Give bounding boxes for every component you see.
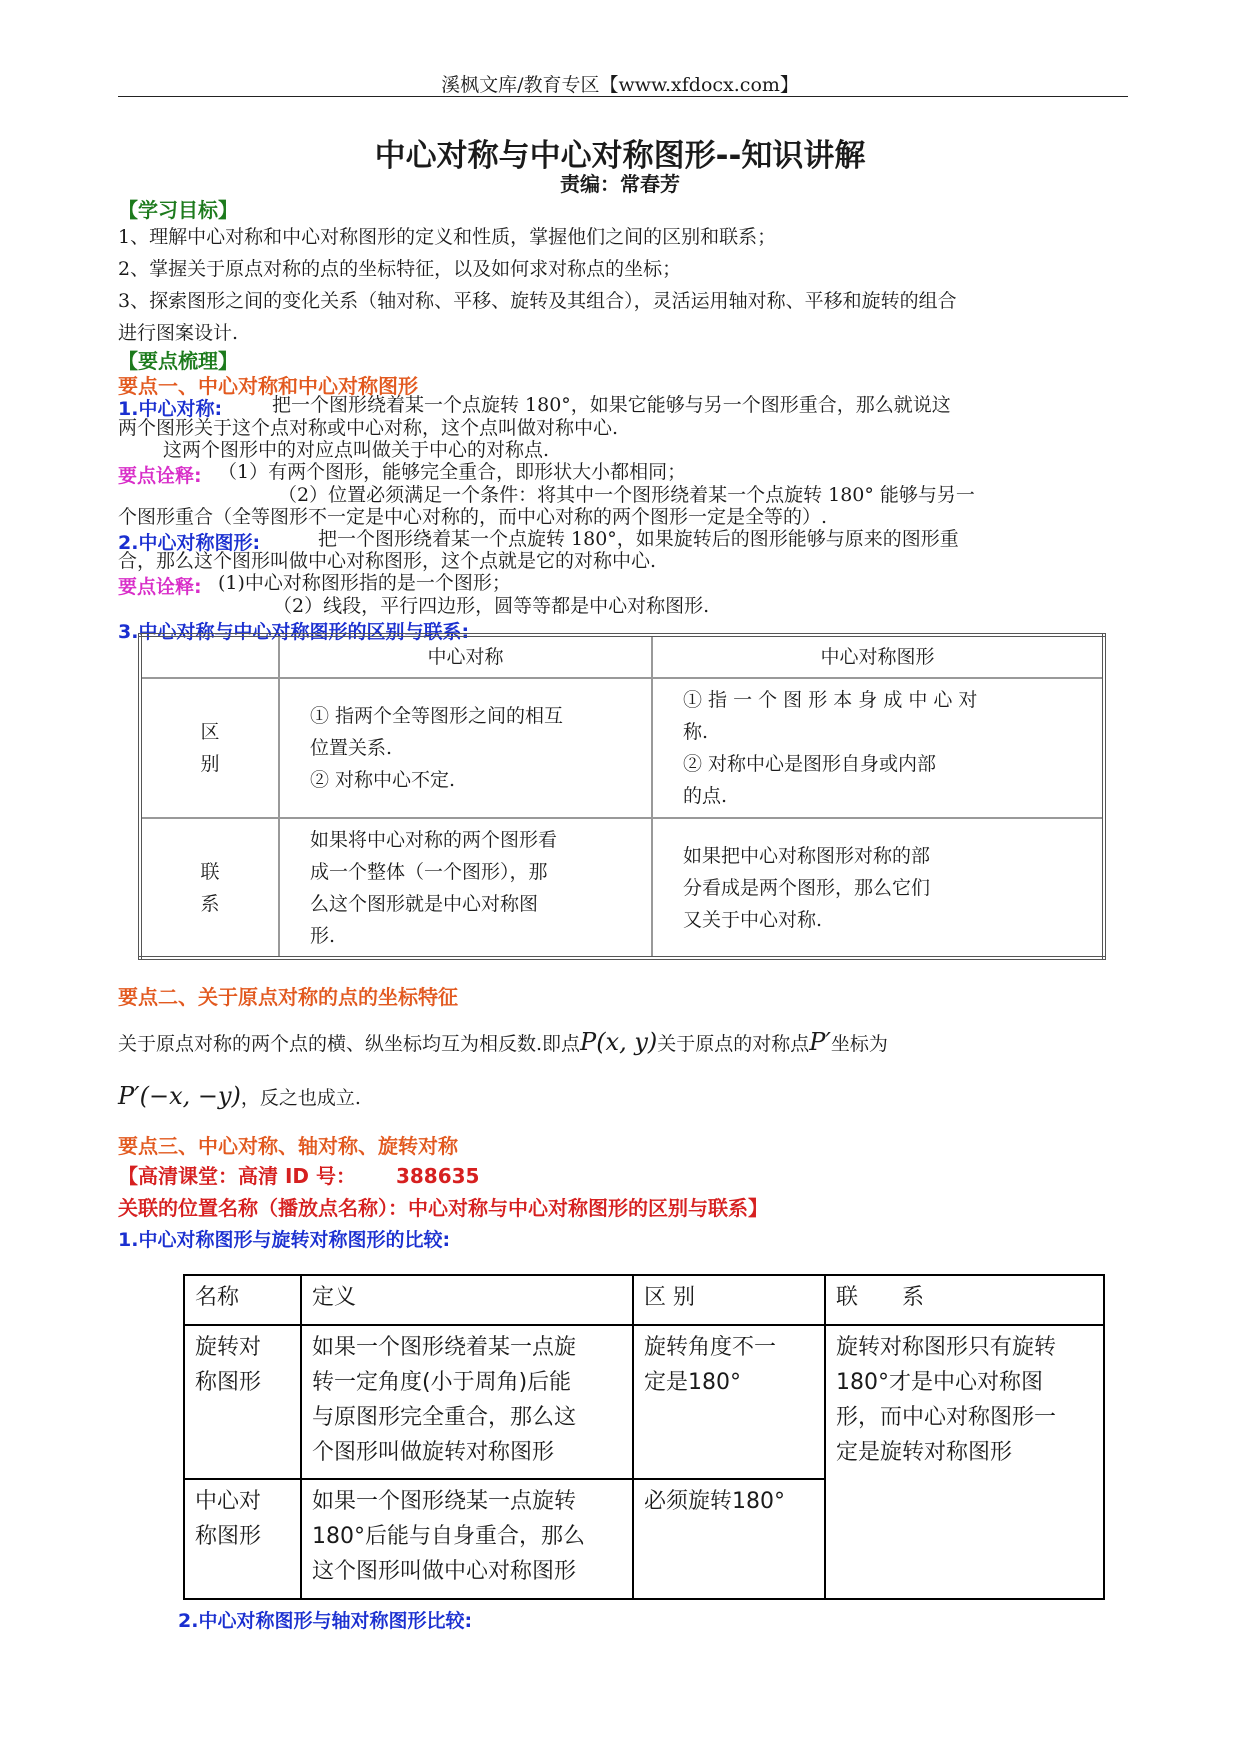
objective-item: 3、探索图形之间的变化关系（轴对称、平移、旋转及其组合），灵活运用轴对称、平移和旋转的组合: [118, 290, 957, 312]
row-label: [140, 678, 279, 818]
table-row: [140, 678, 1104, 818]
cell-line: 与原图形完全重合，那么这: [312, 1405, 577, 1430]
table-cell: [652, 818, 1104, 958]
cell-line: 如果将中心对称的两个图形看: [310, 828, 558, 851]
comparison1-label: 1.中心对称图形与旋转对称图形的比较:: [118, 1229, 451, 1251]
note-line: （2）线段，平行四边形，圆等等都是中心对称图形.: [273, 595, 710, 617]
cell-line: 形，而中心对称图形一: [836, 1405, 1057, 1430]
row-label-char: 区: [200, 721, 220, 743]
cell-line: 的点.: [683, 785, 728, 807]
editor-line: 责编：常春芳: [560, 172, 680, 196]
cell-line: 180°后能与自身重合，那么: [312, 1524, 585, 1549]
cell-line: 旋转对: [195, 1335, 262, 1360]
cell-line: 如果一个图形绕某一点旋转: [312, 1489, 577, 1514]
cell-line: 旋转角度不一: [644, 1335, 777, 1360]
point2-text: [118, 1028, 888, 1057]
hd-class-label: 【高清课堂：高清 ID 号：: [118, 1164, 356, 1188]
row-label-char: 别: [200, 753, 220, 775]
cell-line: 个图形叫做旋转对称图形: [312, 1440, 555, 1465]
cell-line: 分看成是两个图形，那么它们: [683, 876, 931, 899]
cell-line: 必须旋转180°: [644, 1489, 785, 1514]
note-line: 个图形重合（全等图形不一定是中心对称的，而中心对称的两个图形一定是全等的）.: [118, 506, 828, 528]
center-symmetry-def: 两个图形关于这个点对称或中心对称，这个点叫做对称中心.: [118, 417, 619, 439]
cell-line: ② 对称中心不定.: [310, 769, 456, 791]
point2-text-part: 关于原点对称的两个点的横、纵坐标均互为相反数.即点: [118, 1033, 581, 1055]
table-header-cell: 中心对称图形: [652, 635, 1104, 678]
key-points-heading: 【要点梳理】: [118, 349, 238, 373]
table-header-cell: 联 系: [825, 1275, 1104, 1325]
table-cell: [279, 818, 652, 958]
row-label: [140, 818, 279, 958]
point2-heading: 要点二、关于原点对称的点的坐标特征: [118, 985, 458, 1009]
cell-line: 如果一个图形绕着某一点旋: [312, 1335, 577, 1360]
cell-line: ② 对称中心是图形自身或内部: [683, 753, 937, 775]
hd-class-line: [118, 1160, 479, 1189]
table-header-cell: 名称: [184, 1275, 301, 1325]
cell-line: 形.: [310, 924, 336, 947]
table-header-row: [184, 1275, 1104, 1325]
table-row: [184, 1325, 1104, 1479]
point3-heading: 要点三、中心对称、轴对称、旋转对称: [118, 1134, 458, 1158]
comparison2-label: 2.中心对称图形与轴对称图形比较:: [178, 1610, 473, 1632]
center-symmetric-figure-label: 2.中心对称图形:: [118, 532, 261, 554]
objective-item: 1、理解中心对称和中心对称图形的定义和性质，掌握他们之间的区别和联系；: [118, 226, 777, 248]
point2-text-part: 坐标为: [830, 1033, 888, 1055]
note-label: 要点诠释:: [118, 576, 202, 598]
objectives-heading: 【学习目标】: [118, 198, 238, 222]
coord-formula: P′(−x, −y): [118, 1082, 241, 1110]
cell-line: ① 指 一 个 图 形 本 身 成 中 心 对: [683, 689, 978, 711]
cell-line: 旋转对称图形只有旋转: [836, 1335, 1057, 1360]
rotation-comparison-table: [183, 1274, 1105, 1600]
table-cell: [652, 678, 1104, 818]
cell-line: ① 指两个全等图形之间的相互: [310, 705, 564, 727]
page-header: 溪枫文库/教育专区【www.xfdocx.com】: [441, 74, 799, 96]
center-symmetry-label: 1.中心对称:: [118, 398, 223, 420]
hd-class-id: 388635: [395, 1164, 480, 1188]
table-cell: [301, 1479, 633, 1599]
related-position: 关联的位置名称（播放点名称）：中心对称与中心对称图形的区别与联系】: [118, 1196, 768, 1220]
point1-heading: 要点一、中心对称和中心对称图形: [118, 374, 418, 398]
cell-line: 这个图形叫做中心对称图形: [312, 1559, 577, 1584]
center-symmetric-figure-def: 合，那么这个图形叫做中心对称图形，这个点就是它的对称中心.: [118, 550, 657, 572]
table-header-cell: 中心对称: [279, 635, 652, 678]
center-symmetry-def: 这两个图形中的对应点叫做关于中心的对称点.: [163, 439, 550, 461]
table-cell: [633, 1479, 825, 1599]
difference-table: [138, 633, 1106, 960]
point2-text-part: 关于原点的对称点: [657, 1033, 810, 1055]
cell-line: 么这个图形就是中心对称图: [310, 892, 539, 915]
note-line: (1)中心对称图形指的是一个图形；: [218, 572, 511, 594]
note-line: （2）位置必须满足一个条件：将其中一个图形绕着某一个点旋转 180° 能够与另一: [278, 484, 975, 506]
note-label: 要点诠释:: [118, 465, 202, 487]
objective-item: 2、掌握关于原点对称的点的坐标特征，以及如何求对称点的坐标；: [118, 258, 682, 280]
point-p-prime-formula: P′: [809, 1028, 831, 1056]
cell-line: 定是旋转对称图形: [836, 1440, 1013, 1465]
cell-line: 称图形: [195, 1524, 262, 1549]
table-header-cell: [140, 635, 279, 678]
point2-text-part: ，反之也成立.: [240, 1087, 361, 1109]
table-cell: [279, 678, 652, 818]
cell-line: 180°才是中心对称图: [836, 1370, 1043, 1395]
cell-line: 又关于中心对称.: [683, 908, 823, 931]
cell-line: 称.: [683, 721, 709, 743]
cell-line: 成一个整体（一个图形），那: [310, 860, 548, 883]
row-label-char: 联: [200, 860, 220, 883]
objective-item: 进行图案设计.: [118, 322, 239, 344]
table-row: [140, 818, 1104, 958]
difference-label: 3.中心对称与中心对称图形的区别与联系:: [118, 621, 470, 643]
note-line: （1）有两个图形，能够完全重合，即形状大小都相同；: [218, 461, 687, 483]
cell-line: 转一定角度(小于周角)后能: [312, 1370, 572, 1395]
table-cell: [184, 1325, 301, 1479]
cell-line: 位置关系.: [310, 737, 393, 759]
header-divider: [118, 96, 1128, 97]
point2-text: [118, 1082, 361, 1111]
center-symmetric-figure-def: 把一个图形绕着某一个点旋转 180°，如果旋转后的图形能够与原来的图形重: [318, 528, 959, 550]
cell-line: 如果把中心对称图形对称的部: [683, 844, 931, 867]
cell-line: 称图形: [195, 1370, 262, 1395]
center-symmetry-def: 把一个图形绕着某一个点旋转 180°，如果它能够与另一个图形重合，那么就说这: [272, 394, 951, 416]
cell-line: 中心对: [195, 1489, 262, 1514]
table-header-cell: 定义: [301, 1275, 633, 1325]
row-label-char: 系: [200, 892, 220, 915]
table-header-row: [140, 635, 1104, 678]
cell-line: 定是180°: [644, 1370, 741, 1395]
table-cell: [301, 1325, 633, 1479]
table-cell: [184, 1479, 301, 1599]
relation-cell: [825, 1325, 1104, 1599]
page-title: 中心对称与中心对称图形--知识讲解: [374, 138, 866, 174]
table-header-cell: 区 别: [633, 1275, 825, 1325]
point-p-formula: P(x, y): [580, 1028, 658, 1056]
table-cell: [633, 1325, 825, 1479]
